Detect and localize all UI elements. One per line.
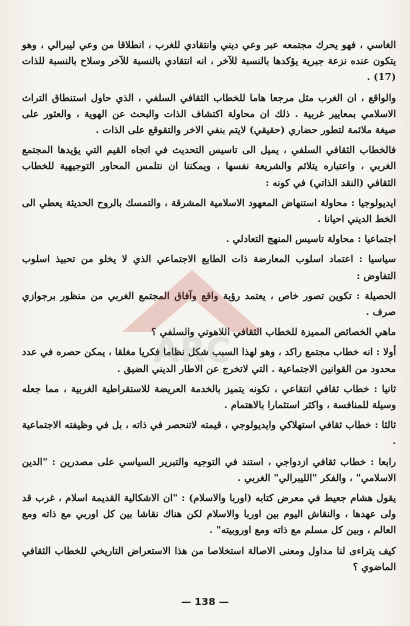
watermark-text: ARC — [153, 331, 231, 371]
paragraph-2: والواقع ، ان الغرب مثل مرجعا هاما للخطاب الثقافي السلفي ، الذي حاول استنطاق التراث الاسلامي بمعايير غربية . ذلك ان محاولة اكتشاف الذات والبحث عن الهوية ، والعثور على صيغة ملائمة لتطور حضاري (حقيقي) لايتم بنفي الاخر والتقوقع على الذات . — [22, 92, 396, 137]
paragraph-9: أولا : انه خطاب مجتمع راكد ، وهو لهذا السبب شكل نظاما فكريا مغلقا ، يمكن حصره في عدد محدود من القوانين الاجتماعية . التي لاتخرج عن الاطار الديني الضيق . — [22, 347, 396, 375]
paragraph-8: ماهي الخصائص المميزة للخطاب الثقافي اللاهوتي والسلفي ؟ — [151, 327, 396, 339]
paragraph-4: ايديولوجيا : محاولة استنهاض المعهود الاسلامية المشرقة ، والتمسك بالروح الحديثة يعطي الى الخط الديني احيانا . — [22, 197, 396, 226]
paragraph-3: فالخطاب الثقافي السلفي ، يميل الى تاسيس التحديث في اتجاه القيم التي يؤيدها المجتمع الغربي ، واعتباره يتلائم والشريعة نفسها ، ويمكننا ان نتلمس المحاور التوجيهية للخطاب الثقافي (النقد الذاتي) في كونه : — [22, 145, 396, 189]
paragraph-13: يقول هشام جعيط في معرض كتابه (اوربا والاسلام) : "ان الاشكالية القديمة اسلام ، غرب قد ولى عهدها ، والنقاش اليوم بين اوربا والاسلام لكن هناك نقاشا بين كل اوربي مع ذاته ومع العالم ، وبين كل مسلم مع ذاته ومع اوروبيته" . — [22, 493, 396, 537]
paragraph-11: ثالثا : خطاب ثقافي استهلاكي وايديولوجي ، قيمته لاتنحصر في ذاته ، بل في وظيفته الاجتماعية . — [22, 420, 396, 448]
paragraph-10: ثانيا : خطاب ثقافي انتقاعي ، تكونه يتميز بالخدمة العريضة للاستقراطية الغربية ، مما جعله وسيلة للمنافسة ، واكثر استثمارا بالاهتمام . — [22, 383, 396, 412]
page-number: — 138 — — [181, 597, 229, 608]
paragraph-1: الغاسي ، فهو يحرك مجتمعه عبر وعي ديني وانتقادي للغرب ، انطلاقا من وعي ليبرالي ، وهو يتكون عنده نزعة جبرية يؤكدها بالنسبة للآخر ، انه انتقادي بالنسبة للآخر وسلاح بالنسبة للذات (17) . — [22, 40, 396, 84]
paragraph-5: اجتماعيا : محاولة تاسيس المنهج التعادلي . — [225, 234, 396, 246]
paragraph-6: سياسيا : اعتماد اسلوب المعارضة ذات الطابع الاجتماعي الذي لا يخلو من تحبيذ اسلوب التفاوض : — [22, 254, 396, 282]
paragraph-12: رابعا : خطاب ثقافي ازدواجي ، استند في التوجيه والتبرير السياسي على مصدرين : "الدين الاسلامي" ، والفكر "الليبرالي" الغربي . — [22, 456, 396, 484]
body-text — [22, 38, 396, 576]
paragraph-7: الحصيلة : تكوين تصور خاص ، يعتمد رؤية واقع وآفاق المجتمع الغربي من منظور برجوازي صرف . — [22, 290, 396, 319]
paragraph-14: كيف يتراءى لنا مداول ومعنى الاصالة استخلاصا من هذا الاستعراض التاريخي للخطاب الثقافي الماضوي ؟ — [22, 545, 396, 573]
